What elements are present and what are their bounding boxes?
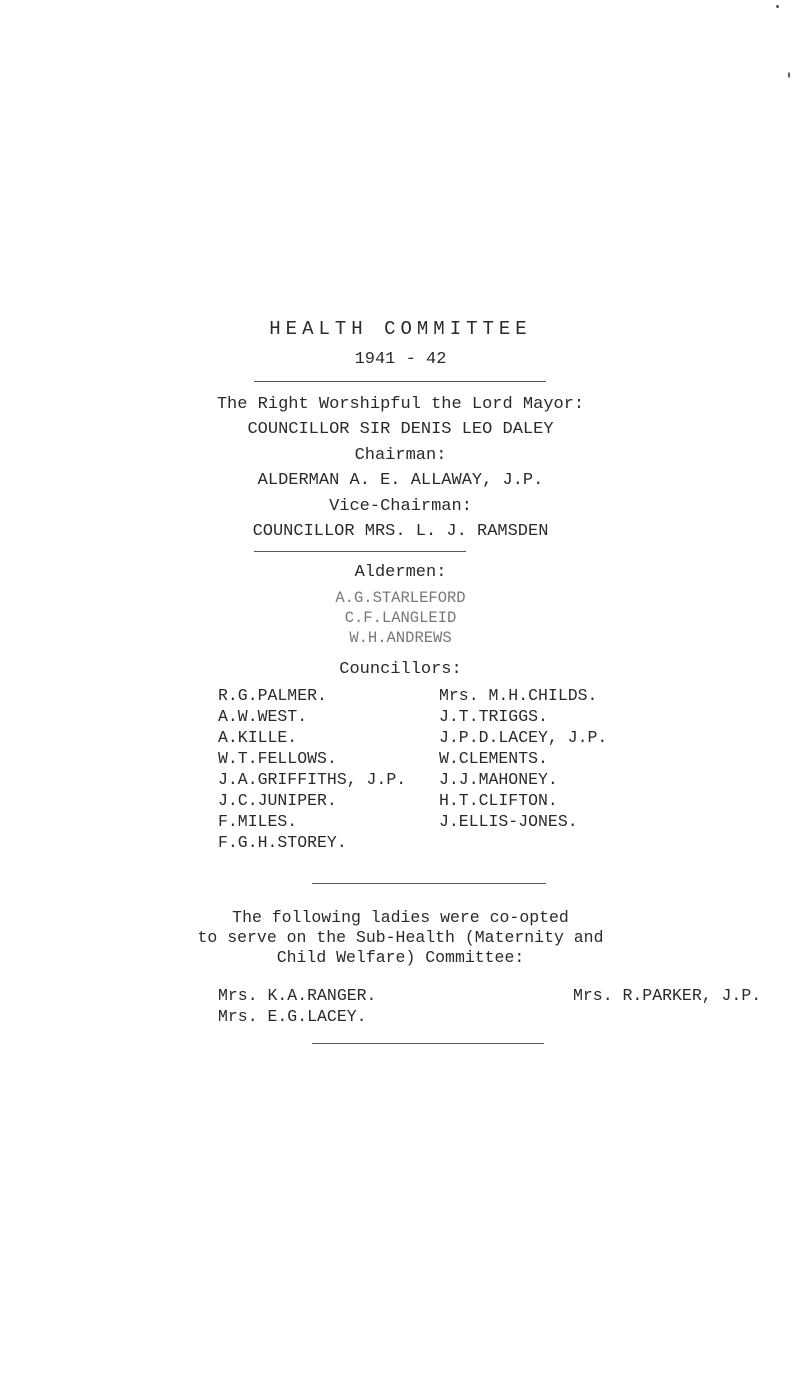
coopted-name: Mrs. K.A.RANGER. <box>218 986 377 1005</box>
councillor-name: W.T.FELLOWS. <box>218 749 337 768</box>
aldermen-list <box>0 588 801 648</box>
councillor-name: J.J.MAHONEY. <box>439 770 558 789</box>
coopted-line: Child Welfare) Committee: <box>276 948 525 967</box>
councillors-left-column <box>218 685 406 853</box>
alderman-name: C.F.LANGLEID <box>344 609 457 627</box>
coopted-name: Mrs. R.PARKER, J.P. <box>573 986 762 1005</box>
chairman-label: Chairman: <box>354 446 447 465</box>
document-years: 1941 - 42 <box>354 350 447 369</box>
coopted-line: The following ladies were co-opted <box>232 908 569 927</box>
councillor-name: J.P.D.LACEY, J.P. <box>439 728 608 747</box>
councillor-name: J.ELLIS-JONES. <box>439 812 578 831</box>
vice-chairman-label: Vice-Chairman: <box>329 497 472 516</box>
paper-speck <box>776 5 779 8</box>
paper-speck <box>788 72 790 78</box>
divider-top <box>254 381 546 382</box>
divider-middle <box>254 551 466 552</box>
lord-mayor-name: COUNCILLOR SIR DENIS LEO DALEY <box>247 420 554 439</box>
councillors-heading: Councillors: <box>339 660 462 679</box>
councillor-name: W.CLEMENTS. <box>439 749 548 768</box>
vice-chairman-name: COUNCILLOR MRS. L. J. RAMSDEN <box>252 522 549 541</box>
councillor-name: F.MILES. <box>218 812 298 831</box>
divider-end <box>312 1043 544 1044</box>
councillor-name: R.G.PALMER. <box>218 686 327 705</box>
aldermen-heading: Aldermen: <box>354 563 447 582</box>
document-title: HEALTH COMMITTEE <box>269 318 532 340</box>
lord-mayor-line: The Right Worshipful the Lord Mayor: <box>216 395 585 414</box>
councillors-right-column <box>439 685 607 832</box>
alderman-name: A.G.STARLEFORD <box>335 589 466 607</box>
coopted-right-column <box>573 985 761 1006</box>
councillor-name: A.W.WEST. <box>218 707 308 726</box>
coopted-name: Mrs. E.G.LACEY. <box>218 1007 367 1026</box>
councillor-name: F.G.H.STOREY. <box>218 833 347 852</box>
councillor-name: J.A.GRIFFITHS, J.P. <box>218 770 407 789</box>
councillor-name: J.T.TRIGGS. <box>439 707 548 726</box>
councillor-name: A.KILLE. <box>218 728 298 747</box>
councillor-name: Mrs. M.H.CHILDS. <box>439 686 598 705</box>
coopted-line: to serve on the Sub-Health (Maternity and <box>197 928 604 947</box>
councillor-name: H.T.CLIFTON. <box>439 791 558 810</box>
chairman-name: ALDERMAN A. E. ALLAWAY, J.P. <box>257 471 544 490</box>
alderman-name: W.H.ANDREWS <box>349 629 452 647</box>
coopted-left-column <box>218 985 376 1027</box>
divider-bottom <box>312 883 546 884</box>
coopted-paragraph <box>0 908 801 968</box>
councillor-name: J.C.JUNIPER. <box>218 791 337 810</box>
